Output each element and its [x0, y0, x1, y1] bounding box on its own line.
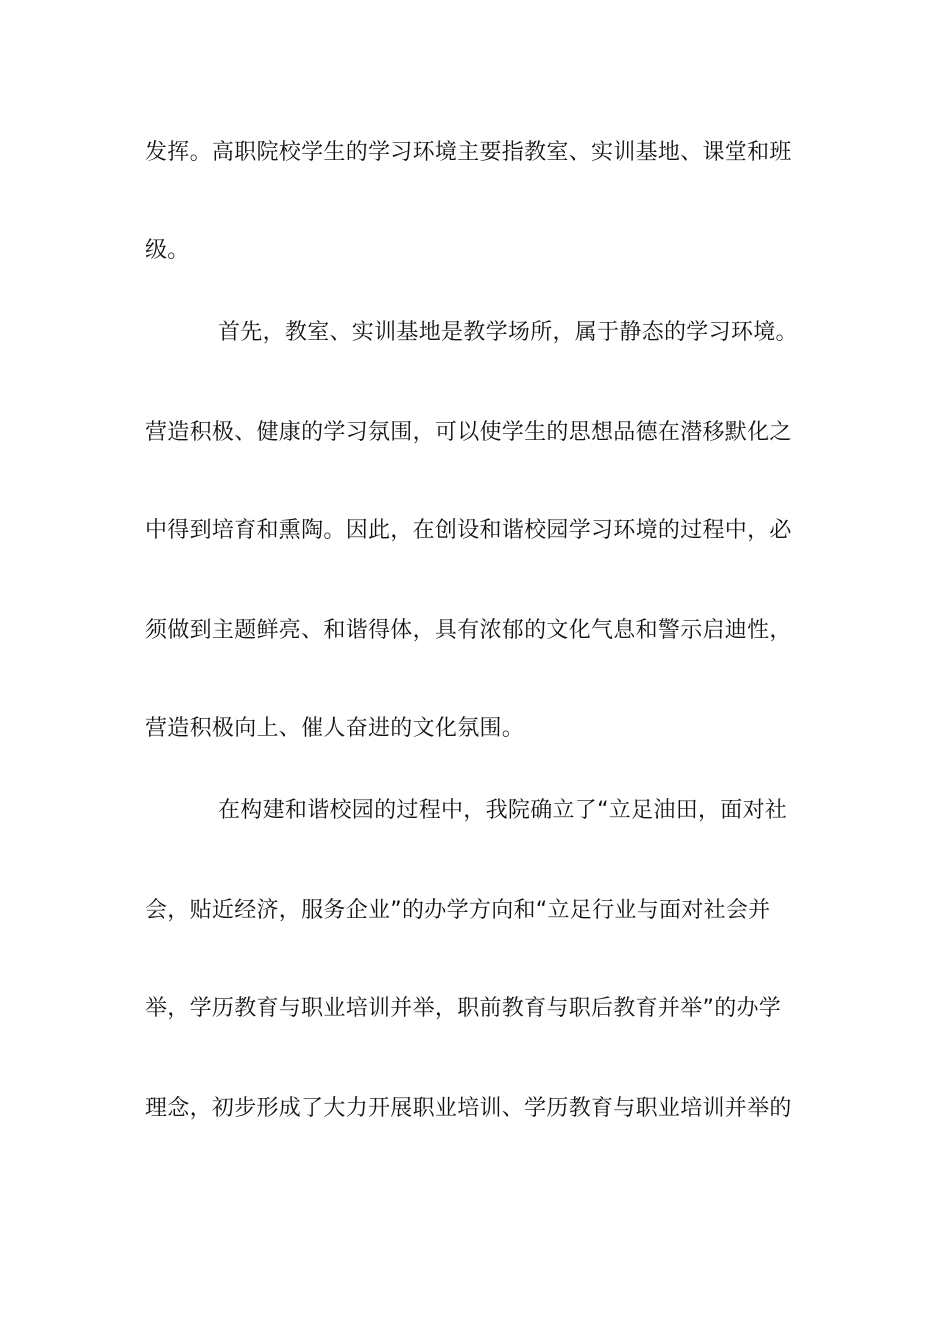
text-line: 须做到主题鲜亮、和谐得体，具有浓郁的文化气息和警示启迪性， — [145, 618, 792, 643]
text-line: 会，贴近经济，服务企业”的办学方向和“立足行业与面对社会并 — [145, 898, 771, 923]
text-line: 中得到培育和熏陶。因此，在创设和谐校园学习环境的过程中，必 — [145, 518, 792, 543]
text-line: 发挥。高职院校学生的学习环境主要指教室、实训基地、课堂和班 — [145, 140, 792, 165]
text-line: 级。 — [145, 238, 190, 263]
text-line: 营造积极、健康的学习氛围，可以使学生的思想品德在潜移默化之 — [145, 420, 792, 445]
text-line: 营造积极向上、催人奋进的文化氛围。 — [145, 716, 525, 741]
text-line: 理念，初步形成了大力开展职业培训、学历教育与职业培训并举的 — [145, 1096, 792, 1121]
paragraph-start-line: 在构建和谐校园的过程中，我院确立了“立足油田，面对社 — [218, 798, 788, 823]
paragraph-start-line: 首先，教室、实训基地是教学场所，属于静态的学习环境。 — [218, 320, 798, 345]
text-line: 举，学历教育与职业培训并举，职前教育与职后教育并举”的办学 — [145, 996, 782, 1021]
